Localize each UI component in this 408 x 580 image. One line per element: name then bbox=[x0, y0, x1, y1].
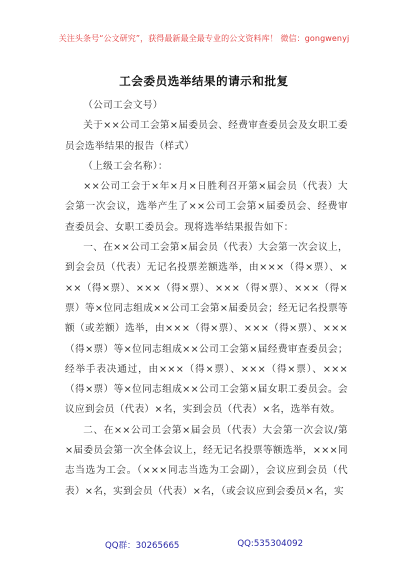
promo-banner[interactable]: 关注头条号“公文研究”，获得最新最全最专业的公文资料库！ 微信：gongwenyj bbox=[58, 34, 350, 43]
footer-contacts bbox=[0, 539, 408, 551]
intro-paragraph: ××公司工会于×年×月×日胜利召开第×届会员（代表）大会第一次会议，选举产生了××公司工会第×届委员会、经费审查委员会、女职工委员会。现将选举结果报告如下： bbox=[65, 181, 348, 233]
document-number: （公司工会文号） bbox=[83, 100, 163, 111]
document-body bbox=[65, 96, 348, 502]
qq-group-link[interactable]: QQ群：30265665 bbox=[104, 541, 180, 551]
section-one-paragraph: 一、在××公司工会第×届会员（代表）大会第一次会议上，到会会员（代表）无记名投票差额选举，由×××（得×票）、×××（得×票）、×××（得×票）、×××（得×票）、×××（得×票）等×位同志组成××公司工会第×届委员会；经无记名投票等额（或差额）选举，由×××（得×票）、×××（得×票）、×××（得×票）等×位同志组成××公司工会第×届经费审查委员会；经举手表决通过，由×××（得×票）、×××（得×票）、×××（得×票）等×位同志组成××公司工会第×届女职工委员会。会议应到会员（代表）×名，实到会员（代表）×名，选举有效。 bbox=[65, 242, 348, 416]
qq-contact-link[interactable]: QQ:535304092 bbox=[237, 539, 304, 549]
report-heading: 关于××公司工会第×届委员会、经费审查委员会及女职工委员会选举结果的报告（样式） bbox=[65, 120, 348, 152]
section-two-paragraph: 二、在××公司工会第×届会员（代表）大会第一次会议/第×届委员会第一次全体会议上，经无记名投票等额选举，×××同志当选为工会。（×××同志当选为工会副），会议应到会员（代表）×名，实到会员（代表）×名，（或会议应到会委员×名，实 bbox=[65, 424, 348, 497]
document-title: 工会委员选举结果的请示和批复 bbox=[119, 74, 289, 88]
recipient-line: （上级工会名称）： bbox=[83, 160, 168, 172]
